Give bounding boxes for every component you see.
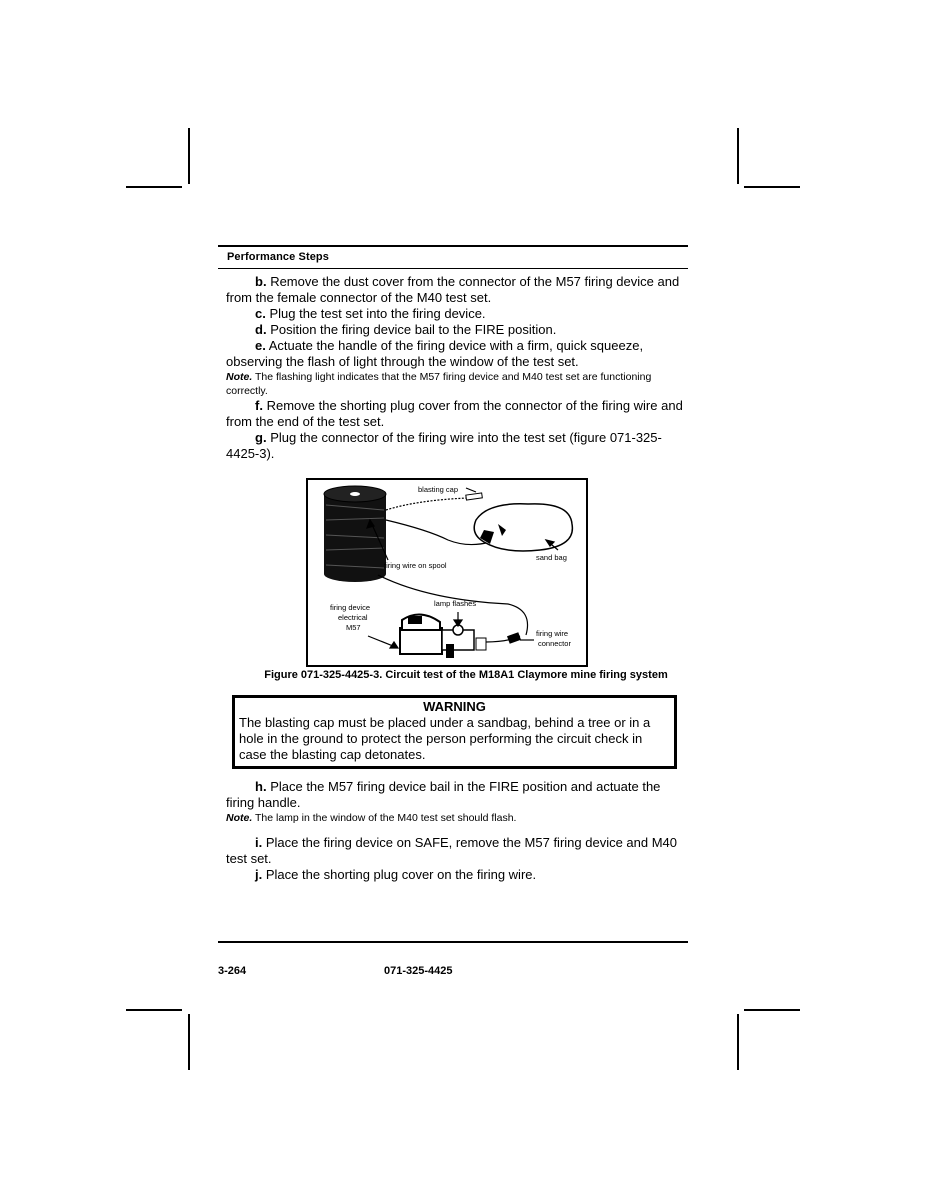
crop-mark-bottom-left-vertical <box>188 1014 190 1070</box>
circuit-test-figure <box>306 478 588 667</box>
warning-text: The blasting cap must be placed under a sandbag, behind a tree or in a hole in the ground to protect the person performing the circuit check in case the blasting cap detonates. <box>239 715 651 762</box>
crop-mark-bottom-left-horizontal <box>126 1009 182 1011</box>
circuit-test-illustration <box>308 480 586 665</box>
label-m57: M57 <box>346 623 361 632</box>
sand-bag-drawing <box>474 504 572 551</box>
label-lamp-flashes: lamp flashes <box>434 599 477 608</box>
warning-title: WARNING <box>423 699 486 714</box>
step-e: e. Actuate the handle of the firing device with a firm, quick squeeze, observing the flash of light through the window of the test set. <box>226 338 644 369</box>
step-d: d. Position the firing device bail to the FIRE position. <box>255 322 557 337</box>
note-lamp-flash: Note. The lamp in the window of the M40 test set should flash. <box>226 812 517 824</box>
step-j: j. Place the shorting plug cover on the firing wire. <box>255 867 537 882</box>
label-firing-wire: firing wire <box>536 629 569 638</box>
step-b: b. Remove the dust cover from the connector of the M57 firing device and from the female connector of the M40 test set. <box>226 274 680 305</box>
task-number: 071-325-4425 <box>384 965 453 977</box>
label-firing-wire-on-spool: firing wire on spool <box>384 561 447 570</box>
label-sand-bag: sand bag <box>536 553 567 562</box>
footer-rule <box>218 941 688 943</box>
main-content <box>226 274 688 883</box>
step-c: c. Plug the test set into the firing device. <box>255 306 486 321</box>
crop-mark-top-left-horizontal <box>126 186 182 188</box>
step-f: f. Remove the shorting plug cover from the connector of the firing wire and from the end of the test set. <box>226 398 683 429</box>
crop-mark-top-right-horizontal <box>744 186 800 188</box>
note-flashing-light: Note. The flashing light indicates that the M57 firing device and M40 test set are functioning correctly. <box>226 371 652 397</box>
label-firing-device: firing device <box>330 603 371 612</box>
label-electrical: electrical <box>338 613 368 622</box>
crop-mark-top-right-vertical <box>737 128 739 184</box>
crop-mark-top-left-vertical <box>188 128 190 184</box>
figure-caption: Figure 071-325-4425-3. Circuit test of the M18A1 Claymore mine firing system <box>264 669 668 681</box>
blasting-cap-wire <box>386 498 468 510</box>
step-g: g. Plug the connector of the firing wire into the test set (figure 071-325-4425-3). <box>226 430 662 461</box>
label-connector: connector <box>538 639 571 648</box>
warning-box <box>232 695 677 769</box>
header-top-rule <box>218 245 688 247</box>
step-i: i. Place the firing device on SAFE, remove the M57 firing device and M40 test set. <box>226 835 678 866</box>
crop-mark-bottom-right-horizontal <box>744 1009 800 1011</box>
step-h: h. Place the M57 firing device bail in the FIRE position and actuate the firing handle. <box>226 779 661 810</box>
blasting-cap-drawing <box>466 493 483 500</box>
crop-mark-bottom-right-vertical <box>737 1014 739 1070</box>
page-number: 3-264 <box>218 965 247 977</box>
label-blasting-cap: blasting cap <box>418 485 459 494</box>
header-bottom-rule <box>218 268 688 269</box>
section-title: Performance Steps <box>227 251 329 263</box>
